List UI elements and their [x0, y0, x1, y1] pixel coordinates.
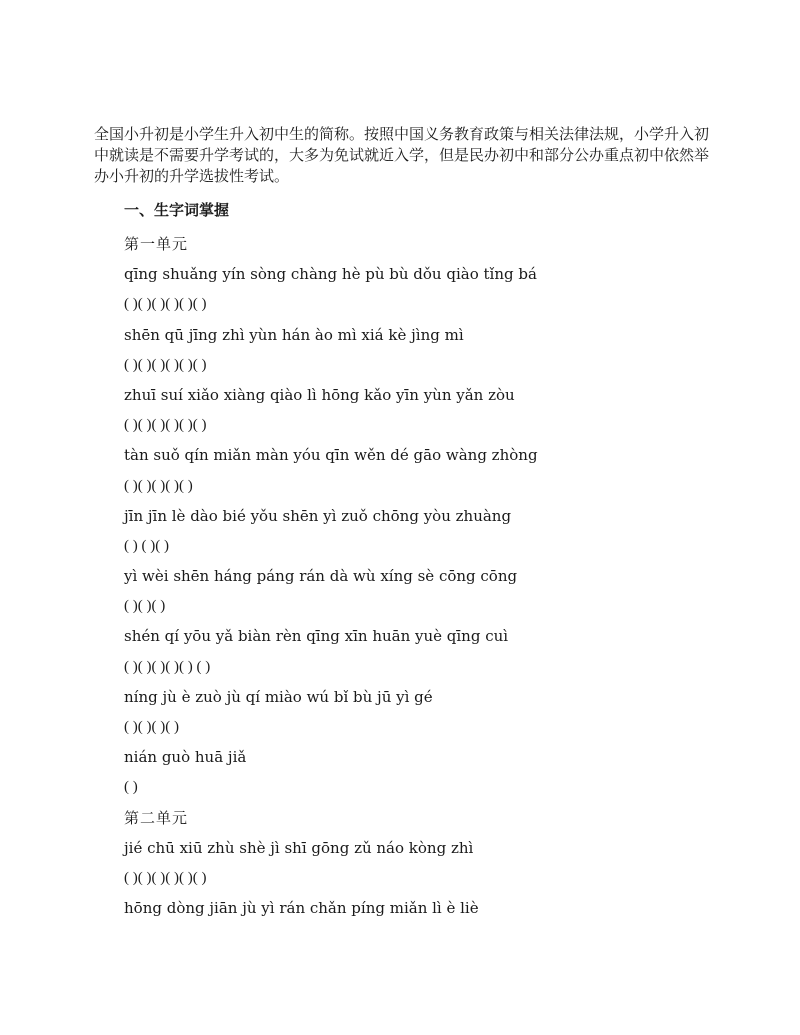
answer-brackets: ( ) ( )( )	[124, 537, 169, 554]
pinyin-line: tàn suǒ qín miǎn màn yóu qīn wěn dé gāo wàng zhòng	[124, 446, 538, 465]
pinyin-line: zhuī suí xiǎo xiàng qiào lì hōng kǎo yīn yùn yǎn zòu	[124, 385, 515, 404]
unit-title: 第二单元	[124, 808, 189, 827]
exercise-list	[124, 229, 714, 923]
pinyin-line: shén qí yōu yǎ biàn rèn qīng xīn huān yuè qīng cuì	[124, 627, 509, 646]
unit-title: 第一单元	[124, 235, 189, 253]
pinyin-line: jié chū xiū zhù shè jì shī gōng zǔ náo kòng zhì	[124, 838, 474, 857]
answer-brackets: ( )( )( )( )( )	[124, 477, 193, 494]
pinyin-line: hōng dòng jiān jù yì rán chǎn píng miǎn lì è liè	[124, 899, 479, 918]
section-heading: 一、生字词掌握	[124, 201, 230, 219]
answer-brackets: ( )( )( )( )	[124, 719, 179, 735]
answer-brackets: ( )( )( )	[124, 598, 166, 615]
answer-brackets: ( )( )( )( )( ) ( )	[124, 658, 211, 675]
intro-paragraph: 全国小升初是小学生升入初中生的简称。按照中国义务教育政策与相关法律法规，小学升入初中就读是不需要升学考试的，大多为免试就近入学，但是民办初中和部分公办重点初中依然举办小升初的升学选拔性考试。	[94, 125, 710, 185]
pinyin-line: yì wèi shēn háng páng rán dà wù xíng sè cōng cōng	[124, 567, 518, 586]
pinyin-line: qīng shuǎng yín sòng chàng hè pù bù dǒu qiào tǐng bá	[124, 265, 537, 284]
pinyin-line: nián guò huā jiǎ	[124, 748, 247, 767]
answer-brackets: ( )( )( )( )( )( )	[124, 417, 207, 434]
answer-brackets: ( )( )( )( )( )( )	[124, 356, 207, 373]
pinyin-line: níng jù è zuò jù qí miào wú bǐ bù jū yì gé	[124, 687, 433, 706]
answer-brackets: ( )( )( )( )( )( )	[124, 296, 207, 313]
pinyin-line: shēn qū jīng zhì yùn hán ào mì xiá kè jìng mì	[124, 325, 464, 344]
pinyin-line: jīn jīn lè dào bié yǒu shēn yì zuǒ chōng yòu zhuàng	[124, 506, 512, 525]
answer-brackets: ( )	[124, 779, 138, 796]
answer-brackets: ( )( )( )( )( )( )	[124, 869, 207, 886]
